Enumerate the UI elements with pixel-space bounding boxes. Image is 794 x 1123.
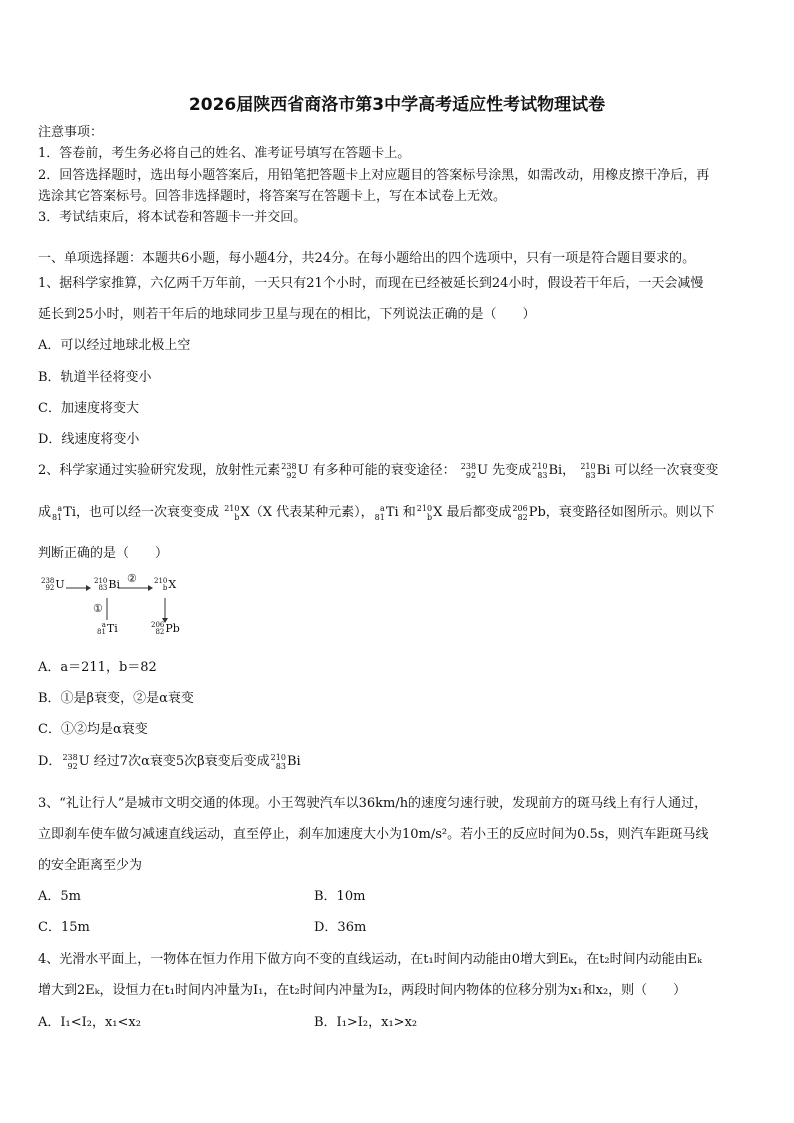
q3-option-c: C．15m bbox=[38, 920, 90, 935]
question-1-text: 延长到25小时，则若干年后的地球同步卫星与现在的相比，下列说法正确的是（ ） bbox=[38, 307, 536, 322]
q2-option-b: B．①是β衰变，②是α衰变 bbox=[38, 691, 194, 706]
q2-text: Pb，衰变路径如图所示。则以下 bbox=[528, 505, 715, 520]
question-4-text: 4、光滑水平面上，一物体在恒力作用下做方向不变的直线运动，在t₁时间内动能由0增大到Eₖ，在t₂时间内动能由Eₖ bbox=[38, 952, 702, 967]
diagram-step-2-label: ② bbox=[127, 572, 137, 585]
nuclide-bi-indices: 210 83 bbox=[270, 752, 286, 771]
q2-option-d: D． 238 92 U 经过7次α衰变5次β衰变后变成 210 83 Bi bbox=[38, 752, 301, 771]
q4-option-b: B．I₁>I₂，x₁>x₂ bbox=[314, 1015, 418, 1030]
decay-path-diagram bbox=[40, 572, 200, 640]
question-2-line-2 bbox=[38, 499, 715, 527]
nuclide-u-indices: 238 92 bbox=[281, 461, 297, 480]
question-3-text: 的安全距离至少为 bbox=[38, 858, 143, 873]
section-heading: 一、单项选择题：本题共6小题，每小题4分，共24分。在每小题给出的四个选项中，只有一项是符合题目要求的。 bbox=[38, 251, 696, 266]
q2-text: Ti 和 bbox=[385, 505, 416, 520]
q2-text: Ti，也可以经一次衰变变成 bbox=[63, 505, 220, 520]
question-3-text: 3、“礼让行人”是城市文明交通的体现。小王驾驶汽车以36km/h的速度匀速行驶，发现前方的斑马线上有行人通过， bbox=[38, 796, 708, 811]
question-2-line-3: 判断正确的是（ ） bbox=[38, 546, 169, 561]
diagram-x: 210 b X bbox=[154, 577, 177, 592]
question-2-line-1 bbox=[38, 457, 718, 485]
notice-item: 3．考试结束后，将本试卷和答题卡一并交回。 bbox=[38, 210, 307, 225]
q2-text: U 先变成 bbox=[477, 463, 532, 478]
q4-option-a: A．I₁<I₂，x₁<x₂ bbox=[38, 1015, 141, 1030]
q2-text: 2、科学家通过实验研究发现，放射性元素 bbox=[38, 463, 281, 478]
question-1-text: 1、据科学家推算，六亿两千万年前，一天只有21个小时，而现在已经被延长到24小时，假设若干年后，一天会减慢 bbox=[38, 276, 704, 291]
q2-text: Bi 可以经一次衰变变 bbox=[596, 463, 719, 478]
nuclide-x-indices: 210 b bbox=[224, 503, 240, 522]
q3-option-a: A．5m bbox=[38, 889, 81, 904]
q2-text: 成 bbox=[38, 505, 52, 520]
nuclide-bi-indices: 210 83 bbox=[580, 461, 596, 480]
nuclide-u-indices: 238 92 bbox=[460, 461, 477, 480]
question-3-text: 立即刹车使车做匀减速直线运动，直至停止，刹车加速度大小为10m/s²。若小王的反应时间为0.5s，则汽车距斑马线 bbox=[38, 827, 709, 842]
q2-option-a: A．a＝211，b＝82 bbox=[38, 660, 157, 675]
q1-option-d: D．线速度将变小 bbox=[38, 432, 140, 447]
nuclide-bi-indices: 210 83 bbox=[532, 461, 548, 480]
q1-option-b: B．轨道半径将变小 bbox=[38, 370, 152, 385]
notice-heading: 注意事项： bbox=[38, 125, 104, 140]
question-4-text: 增大到2Eₖ，设恒力在t₁时间内冲量为I₁，在t₂时间内冲量为I₂，两段时间内物体的位移分别为x₁和x₂，则（ ） bbox=[38, 983, 687, 998]
notice-item: 选涂其它答案标号。回答非选择题时，将答案写在答题卡上，写在本试卷上无效。 bbox=[38, 189, 507, 204]
nuclide-ti-indices: a 81 bbox=[52, 503, 63, 522]
diagram-bi: 210 83 Bi bbox=[94, 577, 120, 592]
q1-option-a: A．可以经过地球北极上空 bbox=[38, 338, 191, 353]
diagram-step-1-label: ① bbox=[93, 602, 103, 615]
q3-option-d: D．36m bbox=[314, 920, 367, 935]
nuclide-u-indices: 238 92 bbox=[62, 752, 78, 771]
q3-option-b: B．10m bbox=[314, 889, 366, 904]
nuclide-ti-indices: a 81 bbox=[374, 503, 385, 522]
q1-option-c: C．加速度将变大 bbox=[38, 401, 139, 416]
notice-item: 2．回答选择题时，选出每小题答案后，用铅笔把答题卡上对应题目的答案标号涂黑，如需改动，用橡皮擦干净后，再 bbox=[38, 168, 710, 183]
q2-option-c: C．①②均是α衰变 bbox=[38, 722, 148, 737]
diagram-u: 238 92 U bbox=[41, 577, 65, 592]
page-title: 2026届陕西省商洛市第3中学高考适应性考试物理试卷 bbox=[188, 95, 606, 115]
nuclide-pb-indices: 206 82 bbox=[512, 503, 528, 522]
diagram-ti: a 81 Ti bbox=[97, 621, 118, 636]
notice-item: 1．答卷前，考生务必将自己的姓名、准考证号填写在答题卡上。 bbox=[38, 146, 411, 161]
q2-text: U 有多种可能的衰变途径： bbox=[297, 463, 456, 478]
q2-text: X（X 代表某种元素）， bbox=[240, 505, 374, 520]
nuclide-x-indices: 210 b bbox=[416, 503, 433, 522]
q2-text: X 最后都变成 bbox=[433, 505, 512, 520]
diagram-pb: 206 82 Pb bbox=[151, 621, 180, 636]
q2-text: Bi， bbox=[548, 463, 576, 478]
